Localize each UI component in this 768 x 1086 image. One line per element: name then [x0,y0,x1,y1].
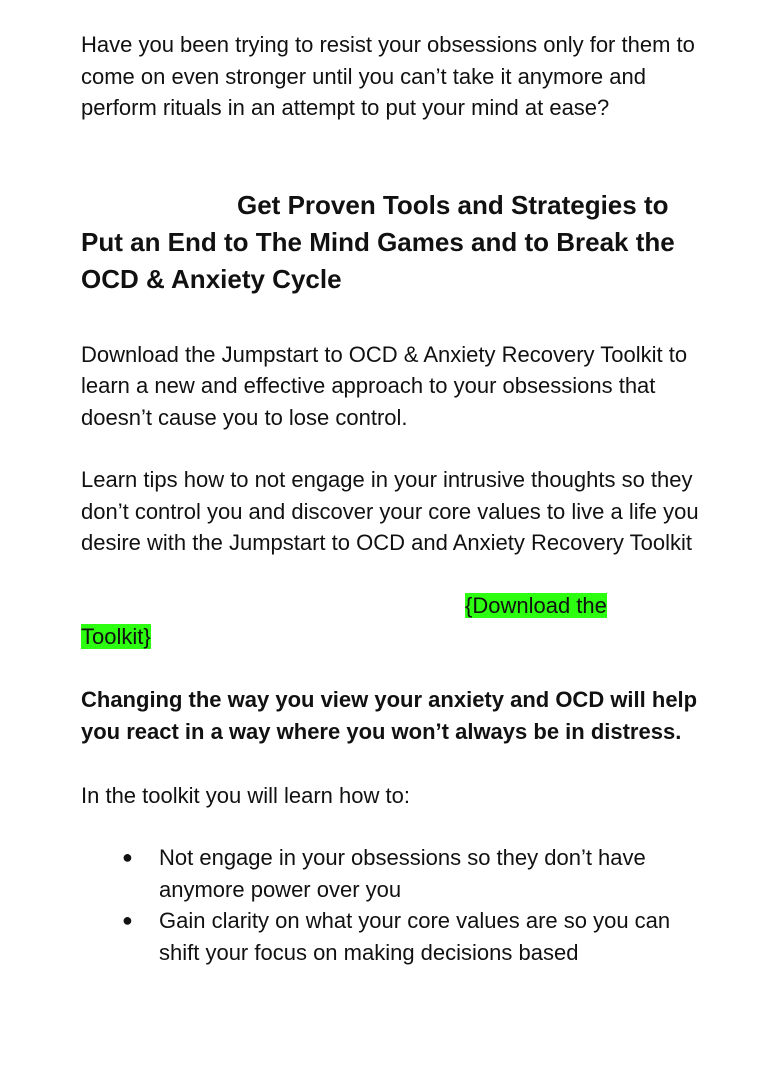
list-item-text: Not engage in your obsessions so they don’t have anymore power over you [159,845,646,902]
headline-line-1: Get Proven Tools and Strategies [237,189,637,220]
bold-paragraph: Changing the way you view your anxiety and OCD will help you react in a way where you won’t always be in distress. [81,686,698,744]
tips-paragraph: Learn tips how to not engage in your intrusive thoughts so they don’t control you and discover your core values to live a life you desire with the Jumpstart to OCD and Anxiety Recovery Toolkit [81,467,699,555]
list-item [81,905,701,968]
list-item [81,842,701,905]
learn-intro: In the toolkit you will learn how to: [81,782,410,808]
bullet-icon: ● [122,910,133,930]
intro-paragraph: Have you been trying to resist your obsessions only for them to come on even stronger until you can’t take it anymore and perform rituals in an attempt to put your mind at ease? [81,32,695,120]
list-item-text: Gain clarity on what your core values are so you can shift your focus on making decisions based [159,908,671,965]
document-page [81,29,701,968]
headline [81,187,701,298]
download-toolkit-cta [81,590,701,653]
bullet-list [81,842,701,968]
download-toolkit-link-part-1[interactable]: {Download the [465,592,607,618]
download-toolkit-link-part-2[interactable]: Toolkit} [81,624,151,649]
download-paragraph: Download the Jumpstart to OCD & Anxiety Recovery Toolkit to learn a new and effective approach to your obsessions that doesn’t cause you to lose control. [81,341,688,430]
bullet-icon: ● [122,847,133,867]
headline-rest: to Put an End to The Mind Games and to Break the OCD & Anxiety Cycle [81,189,675,294]
